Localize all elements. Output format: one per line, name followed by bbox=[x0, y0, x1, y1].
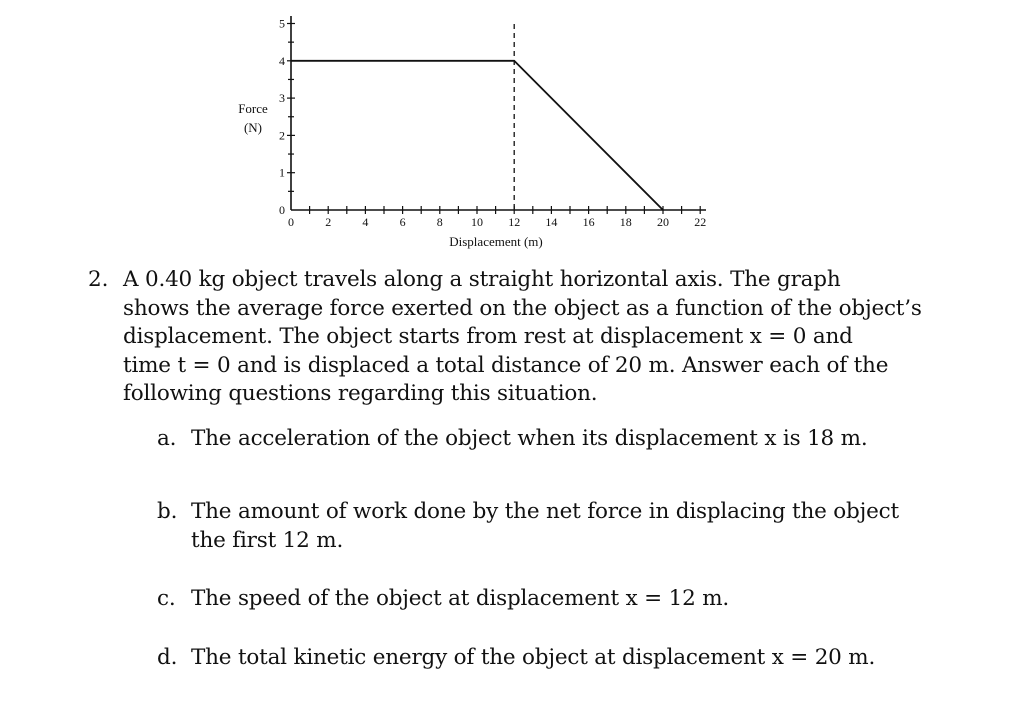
stem-line: shows the average force exerted on the object as a function of the object’s bbox=[123, 295, 922, 321]
part-text: The amount of work done by the net force in displacing the object bbox=[191, 499, 899, 524]
part-label: c. bbox=[157, 586, 176, 611]
y-axis-label-line2: (N) bbox=[243, 120, 263, 135]
svg-text:20: 20 bbox=[657, 215, 669, 229]
svg-text:0: 0 bbox=[288, 215, 294, 229]
x-tick-labels bbox=[288, 215, 706, 229]
part-b bbox=[157, 497, 899, 555]
problem-number: 2. bbox=[88, 267, 109, 292]
part-label: b. bbox=[157, 499, 178, 524]
part-text: the first 12 m. bbox=[191, 528, 344, 553]
svg-text:8: 8 bbox=[436, 215, 443, 229]
part-text: The acceleration of the object when its displacement x is 18 m. bbox=[191, 426, 868, 451]
svg-text:22: 22 bbox=[694, 215, 707, 229]
part-text: The total kinetic energy of the object at displacement x = 20 m. bbox=[191, 645, 876, 670]
svg-text:0: 0 bbox=[279, 203, 285, 217]
part-label: a. bbox=[157, 426, 177, 451]
svg-text:6: 6 bbox=[399, 215, 406, 229]
svg-text:2: 2 bbox=[325, 215, 332, 229]
stem-line: displacement. The object starts from rest at displacement x = 0 and bbox=[123, 324, 853, 349]
stem-line: following questions regarding this situation. bbox=[123, 381, 598, 406]
force-series-line bbox=[291, 61, 663, 210]
svg-text:10: 10 bbox=[471, 215, 483, 229]
svg-text:5: 5 bbox=[279, 16, 285, 31]
svg-text:18: 18 bbox=[619, 215, 632, 229]
part-c bbox=[157, 584, 729, 613]
svg-text:14: 14 bbox=[545, 215, 558, 229]
svg-text:2: 2 bbox=[279, 128, 285, 143]
svg-text:4: 4 bbox=[362, 215, 369, 229]
svg-text:4: 4 bbox=[279, 53, 285, 68]
svg-text:12: 12 bbox=[508, 215, 521, 229]
svg-text:16: 16 bbox=[582, 215, 595, 229]
stem-line: time t = 0 and is displaced a total distance of 20 m. Answer each of the bbox=[123, 352, 889, 378]
y-tick-labels bbox=[279, 17, 285, 218]
svg-text:1: 1 bbox=[279, 165, 285, 180]
problem-2 bbox=[88, 266, 988, 409]
part-d bbox=[157, 643, 875, 672]
x-axis-label: Displacement (m) bbox=[449, 234, 543, 249]
part-a bbox=[157, 424, 867, 453]
y-axis-label-line1: Force bbox=[238, 101, 268, 116]
part-label: d. bbox=[157, 645, 178, 670]
force-displacement-chart bbox=[0, 0, 1024, 260]
part-text: The speed of the object at displacement x = 12 m. bbox=[191, 586, 730, 611]
stem-line: A 0.40 kg object travels along a straight horizontal axis. The graph bbox=[123, 267, 841, 292]
svg-text:3: 3 bbox=[279, 91, 285, 106]
problem-stem bbox=[123, 266, 988, 409]
chart-axes bbox=[291, 16, 706, 210]
